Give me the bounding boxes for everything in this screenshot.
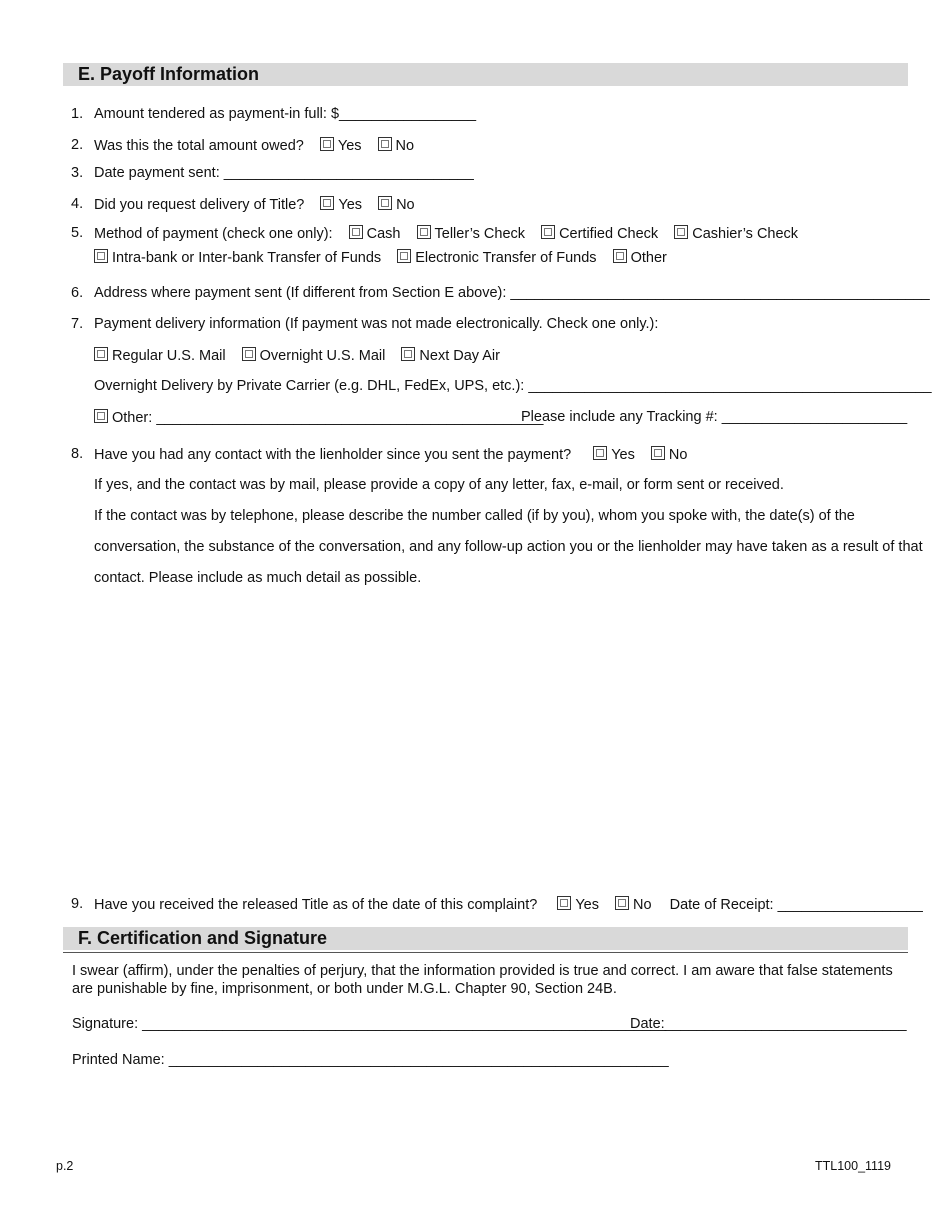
section-e-title: E. Payoff Information — [78, 64, 260, 84]
q8-instruction-3: conversation, the substance of the conversation, and any follow-up action you or the lienholder may have taken as a result of that — [94, 539, 923, 555]
q5-option-label: Certified Check — [559, 226, 659, 242]
q4-no-label: No — [396, 197, 415, 213]
q7-other-row — [94, 409, 543, 426]
q8-row — [94, 446, 687, 463]
q6-address-field[interactable]: Address where payment sent (If different from Section E above): ____________________________________________________ — [94, 285, 930, 301]
checkbox-icon[interactable] — [94, 409, 108, 423]
q9-number: 9. — [71, 896, 84, 912]
q5-option-label: Cash — [366, 226, 401, 242]
q1-number: 1. — [71, 106, 84, 122]
checkbox-icon[interactable] — [674, 225, 688, 239]
q8-yes-option[interactable] — [593, 446, 635, 463]
q4-label: Did you request delivery of Title? — [94, 197, 305, 213]
checkbox-icon[interactable] — [320, 196, 334, 210]
q5-cashiers-check-option[interactable] — [674, 225, 798, 242]
printed-name-field[interactable]: Printed Name: ______________________________________________________________ — [72, 1052, 669, 1068]
section-e-header — [63, 63, 908, 86]
q7-option-label: Next Day Air — [419, 348, 500, 364]
q4-row — [94, 196, 415, 213]
q9-yes-option[interactable] — [557, 896, 599, 913]
q5-option-label: Intra-bank or Inter-bank Transfer of Funds — [112, 250, 382, 266]
checkbox-icon[interactable] — [541, 225, 555, 239]
q5-number: 5. — [71, 225, 84, 241]
q7-regular-mail-option[interactable] — [94, 347, 226, 364]
date-field[interactable]: Date:______________________________ — [630, 1016, 907, 1032]
q5-option-label: Other — [630, 250, 667, 266]
q4-yes-option[interactable] — [320, 196, 362, 213]
q7-overnight-mail-option[interactable] — [242, 347, 386, 364]
checkbox-icon[interactable] — [613, 249, 627, 263]
q7-other-option[interactable] — [94, 410, 543, 426]
q4-no-option[interactable] — [378, 196, 415, 213]
q2-yes-label: Yes — [337, 138, 362, 154]
checkbox-icon[interactable] — [417, 225, 431, 239]
q8-instruction-1: If yes, and the contact was by mail, please provide a copy of any letter, fax, e-mail, or form sent or received. — [94, 477, 784, 493]
q8-instruction-4: contact. Please include as much detail as possible. — [94, 570, 422, 586]
section-f-divider — [63, 952, 908, 953]
q3-number: 3. — [71, 165, 84, 181]
q9-yes-label: Yes — [575, 897, 599, 913]
q9-date-of-receipt-field[interactable]: Date of Receipt: __________________ — [669, 897, 923, 913]
form-id: TTL100_1119 — [815, 1159, 891, 1173]
q8-response-area[interactable] — [94, 595, 904, 880]
q7-option-label: Regular U.S. Mail — [112, 348, 226, 364]
q8-yes-label: Yes — [611, 447, 635, 463]
q7-tracking-field[interactable]: Please include any Tracking #: _______________________ — [521, 409, 908, 425]
page-number: p.2 — [56, 1159, 74, 1173]
q2-number: 2. — [71, 137, 84, 153]
q5-option-label: Teller’s Check — [434, 226, 526, 242]
q8-number: 8. — [71, 446, 84, 462]
checkbox-icon[interactable] — [401, 347, 415, 361]
q5-electronic-transfer-option[interactable] — [397, 249, 596, 266]
q6-number: 6. — [71, 285, 84, 301]
q4-number: 4. — [71, 196, 84, 212]
checkbox-icon[interactable] — [397, 249, 411, 263]
q4-yes-label: Yes — [338, 197, 363, 213]
q2-yes-option[interactable] — [320, 137, 362, 154]
q5-certified-check-option[interactable] — [541, 225, 658, 242]
q8-instruction-2: If the contact was by telephone, please describe the number called (if by you), whom you spoke with, the date(s) of the — [94, 508, 855, 524]
q5-option-label: Electronic Transfer of Funds — [415, 250, 597, 266]
q2-no-option[interactable] — [378, 137, 415, 154]
q9-label: Have you received the released Title as of the date of this complaint? — [94, 897, 538, 913]
checkbox-icon[interactable] — [378, 137, 392, 151]
q7-label: Payment delivery information (If payment was not made electronically. Check one only.): — [94, 316, 659, 332]
certification-statement: I swear (affirm), under the penalties of perjury, that the information provided is true and correct. I am aware that false statements are punishable by fine, imprisonment, or both under M.G.L. Chapter 90, Section 24B. — [72, 963, 893, 997]
q5-tellers-check-option[interactable] — [417, 225, 526, 242]
q5-bank-transfer-option[interactable] — [94, 249, 381, 266]
q5-other-option[interactable] — [613, 249, 667, 266]
q7-option-label: Overnight U.S. Mail — [259, 348, 386, 364]
q9-row — [94, 896, 923, 913]
q9-no-option[interactable] — [615, 896, 652, 913]
q5-cash-option[interactable] — [349, 225, 401, 242]
section-f-header — [63, 927, 908, 950]
q9-no-label: No — [633, 897, 652, 913]
checkbox-icon[interactable] — [557, 896, 571, 910]
checkbox-icon[interactable] — [349, 225, 363, 239]
checkbox-icon[interactable] — [320, 137, 334, 151]
q2-no-label: No — [395, 138, 415, 154]
section-f-title: F. Certification and Signature — [78, 928, 328, 948]
q5-option-label: Cashier’s Check — [692, 226, 799, 242]
signature-field[interactable]: Signature: _________________________________________________________________ — [72, 1016, 667, 1032]
q8-no-label: No — [668, 447, 688, 463]
q5-row1 — [94, 225, 798, 242]
q7-number: 7. — [71, 316, 84, 332]
checkbox-icon[interactable] — [378, 196, 392, 210]
checkbox-icon[interactable] — [593, 446, 607, 460]
q5-row2 — [94, 249, 667, 266]
q2-row — [94, 137, 414, 154]
q3-date-field[interactable]: Date payment sent: _______________________________ — [94, 165, 474, 181]
q1-amount-field[interactable]: Amount tendered as payment-in full: $_________________ — [94, 106, 477, 122]
checkbox-icon[interactable] — [94, 249, 108, 263]
q5-label: Method of payment (check one only): — [94, 226, 333, 242]
q8-no-option[interactable] — [651, 446, 688, 463]
q7-options-row — [94, 347, 500, 364]
checkbox-icon[interactable] — [242, 347, 256, 361]
q2-label: Was this the total amount owed? — [94, 138, 304, 154]
q7-other-field[interactable]: Other: ________________________________________________ — [112, 410, 544, 426]
checkbox-icon[interactable] — [94, 347, 108, 361]
checkbox-icon[interactable] — [651, 446, 665, 460]
q7-private-carrier-field[interactable]: Overnight Delivery by Private Carrier (e.g. DHL, FedEx, UPS, etc.): __________________________________________________ — [94, 378, 932, 394]
checkbox-icon[interactable] — [615, 896, 629, 910]
q7-next-day-air-option[interactable] — [401, 347, 500, 364]
q8-label: Have you had any contact with the lienholder since you sent the payment? — [94, 447, 572, 463]
